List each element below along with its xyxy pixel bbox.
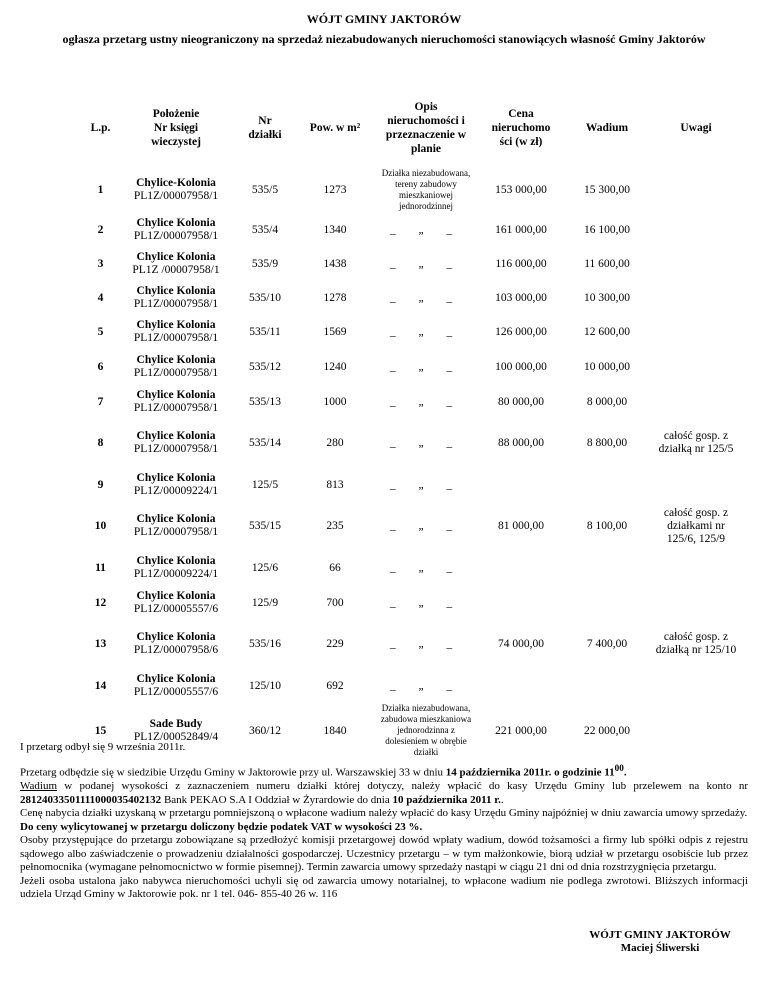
row-remarks bbox=[651, 349, 741, 384]
row-plot-number: 535/13 bbox=[249, 395, 281, 408]
row-place: Chylice Kolonia bbox=[136, 319, 216, 331]
row-plot-number: 535/14 bbox=[249, 437, 281, 449]
row-remarks bbox=[651, 550, 741, 585]
row-lp: 3 bbox=[97, 258, 104, 270]
deposit-deadline: 10 października 2011 r. bbox=[392, 793, 501, 806]
col-cena-line: ści (w zł) bbox=[499, 136, 543, 148]
row-location bbox=[119, 247, 233, 281]
row-lp: 9 bbox=[97, 478, 104, 491]
col-lp: L.p. bbox=[90, 122, 111, 134]
row-deposit: 10 300,00 bbox=[584, 292, 630, 304]
row-lp: 7 bbox=[97, 395, 104, 408]
row-description: Działka niezabudowana, tereny zabudowy mieszkaniowej jednorodzinnej bbox=[381, 168, 471, 211]
row-remarks bbox=[651, 467, 741, 502]
row-area: 1240 bbox=[323, 360, 347, 373]
row-price bbox=[479, 467, 563, 502]
row-deposit: 10 000,00 bbox=[584, 360, 630, 373]
col-opis-line: Opis bbox=[414, 101, 438, 113]
row-plot-number: 125/9 bbox=[251, 596, 279, 609]
row-location bbox=[119, 550, 233, 585]
row-land-register: PL1Z/00052849/4 bbox=[133, 730, 219, 743]
row-land-register: PL1Z/00007958/6 bbox=[133, 644, 219, 656]
row-area: 229 bbox=[326, 638, 344, 650]
table-header-row bbox=[70, 88, 741, 168]
info-paragraph-contact: Jeżeli osoba ustalona jako nabywca nieruchomości uchyli się od zawarcia umowy notarialnej, to wpłacone wadium nie podlega zwrotowi. Bliższych informacji udziela Urząd Gminy w Jaktorowie pok. nr 1 tel. 046- 855-40 26 w. 116 bbox=[20, 874, 748, 901]
row-location bbox=[119, 384, 233, 419]
row-deposit bbox=[563, 467, 651, 502]
table-row bbox=[70, 315, 741, 349]
row-price: 80 000,00 bbox=[498, 395, 544, 408]
row-deposit bbox=[563, 668, 651, 703]
row-price: 221 000,00 bbox=[495, 724, 547, 737]
row-place: Sade Budy bbox=[149, 717, 203, 730]
row-location bbox=[119, 168, 233, 212]
row-description: _ „ _ bbox=[389, 520, 463, 532]
col-description bbox=[373, 88, 479, 168]
row-land-register: PL1Z /00007958/1 bbox=[132, 264, 220, 276]
row-location bbox=[119, 281, 233, 315]
auction-date: 14 października 2011r. o godzinie 11 bbox=[445, 766, 615, 779]
row-land-register: PL1Z/00005557/6 bbox=[133, 685, 219, 698]
row-area: 813 bbox=[326, 478, 344, 491]
info-text: . bbox=[500, 793, 504, 806]
document-subtitle: ogłasza przetarg ustny nieograniczony na sprzedaż niezabudowanych nieruchomości stanowiących własność Gminy Jaktorów bbox=[62, 32, 706, 46]
row-plot-number: 535/11 bbox=[249, 326, 281, 338]
row-location bbox=[119, 467, 233, 502]
row-location bbox=[119, 212, 233, 247]
row-location bbox=[119, 349, 233, 384]
table-row bbox=[70, 212, 741, 247]
table-row bbox=[70, 585, 741, 620]
row-lp: 11 bbox=[95, 561, 106, 574]
col-deposit: Wadium bbox=[585, 122, 629, 134]
row-description: _ „ _ bbox=[389, 395, 463, 408]
row-land-register: PL1Z/00007958/1 bbox=[133, 526, 219, 538]
row-remarks: całość gosp. z działką nr 125/10 bbox=[655, 631, 737, 656]
row-area: 235 bbox=[326, 520, 344, 532]
row-remarks bbox=[651, 281, 741, 315]
row-place: Chylice Kolonia bbox=[136, 388, 216, 401]
plots-table bbox=[70, 88, 741, 758]
table-row bbox=[70, 620, 741, 668]
col-plot-number bbox=[233, 88, 297, 168]
table-row bbox=[70, 502, 741, 550]
row-place: Chylice Kolonia bbox=[136, 353, 216, 366]
col-price bbox=[479, 88, 563, 168]
row-remarks: całość gosp. z działką nr 125/5 bbox=[658, 430, 734, 455]
row-area: 1840 bbox=[323, 724, 347, 737]
table-row bbox=[70, 550, 741, 585]
col-location-line: Położenie bbox=[152, 108, 200, 120]
row-lp: 5 bbox=[97, 326, 104, 338]
row-description: _ „ _ bbox=[389, 561, 463, 574]
row-description: _ „ _ bbox=[389, 478, 463, 491]
row-deposit: 16 100,00 bbox=[584, 223, 630, 236]
row-place: Chylice Kolonia bbox=[136, 471, 216, 484]
col-cena-line: nieruchomo bbox=[491, 122, 551, 134]
row-plot-number: 125/5 bbox=[251, 478, 279, 491]
row-deposit: 8 800,00 bbox=[586, 437, 628, 449]
row-price bbox=[479, 585, 563, 620]
info-paragraph-participants: Osoby przystępujące do przetargu zobowiązane są przedłożyć komisji przetargowej dowód wpłaty wadium, dowód tożsamości a firmy lub spółki odpis z rejestru sądowego albo zaświadczenie o prowadzeniu działalności gospodarczej. Uczestnicy przetargu – w tym małżonkowie, biorą udział w przetargu osobiście lub przez pełnomocnika (wymagane pełnomocnictwo w formie pisemnej). Termin zawarcia umowy sprzedaży nastąpi w ciągu 21 dni od dnia rozstrzygnięcia przetargu. bbox=[20, 834, 748, 874]
row-lp: 10 bbox=[94, 520, 107, 532]
table-row bbox=[70, 349, 741, 384]
row-description: _ „ _ bbox=[389, 223, 463, 236]
row-land-register: PL1Z/00007958/1 bbox=[133, 366, 219, 379]
row-land-register: PL1Z/00007958/1 bbox=[133, 190, 219, 202]
row-land-register: PL1Z/00007958/1 bbox=[133, 332, 219, 344]
row-deposit: 15 300,00 bbox=[584, 184, 630, 196]
row-plot-number: 535/9 bbox=[251, 258, 279, 270]
row-lp: 13 bbox=[94, 638, 107, 650]
deposit-word: Wadium bbox=[20, 780, 57, 793]
row-remarks bbox=[651, 168, 741, 212]
row-land-register: PL1Z/00009224/1 bbox=[133, 484, 219, 497]
row-price bbox=[479, 550, 563, 585]
row-area: 700 bbox=[326, 596, 344, 609]
row-plot-number: 535/5 bbox=[251, 184, 279, 196]
row-land-register: PL1Z/00007958/1 bbox=[133, 298, 219, 310]
info-paragraph-deposit bbox=[20, 780, 748, 807]
row-price: 81 000,00 bbox=[498, 520, 544, 532]
col-area: Pow. w m² bbox=[309, 122, 361, 134]
row-remarks: całość gosp. z działkami nr 125/6, 125/9 bbox=[663, 506, 729, 545]
row-land-register: PL1Z/00009224/1 bbox=[133, 567, 219, 580]
previous-auction-note: I przetarg odbył się 9 września 2011r. bbox=[20, 741, 186, 753]
col-opis-line: przeznaczenie w bbox=[385, 129, 467, 141]
row-place: Chylice Kolonia bbox=[136, 285, 216, 297]
bank-account-number: 28124033501111000035402132 bbox=[20, 793, 162, 806]
row-plot-number: 535/4 bbox=[251, 223, 279, 236]
row-lp: 14 bbox=[94, 679, 107, 692]
table-row bbox=[70, 467, 741, 502]
row-area: 692 bbox=[326, 679, 344, 692]
row-plot-number: 535/16 bbox=[249, 638, 281, 650]
signature-title: WÓJT GMINY JAKTORÓW bbox=[589, 929, 731, 941]
row-area: 1438 bbox=[323, 258, 347, 270]
info-paragraph-vat bbox=[20, 821, 748, 835]
row-description: Działka niezabudowana, zabudowa mieszkaniowa jednorodzinna z dolesieniem w obrębie działki bbox=[380, 703, 472, 757]
auction-time-sup: 00 bbox=[614, 763, 624, 773]
row-description: _ „ _ bbox=[389, 360, 463, 373]
row-description: _ „ _ bbox=[389, 437, 463, 449]
col-location bbox=[119, 88, 233, 168]
row-description: _ „ _ bbox=[389, 326, 463, 338]
row-remarks bbox=[651, 384, 741, 419]
row-lp: 4 bbox=[97, 292, 104, 304]
row-plot-number: 360/12 bbox=[249, 724, 281, 737]
info-text: . bbox=[623, 766, 627, 779]
row-place: Chylice Kolonia bbox=[136, 672, 216, 685]
col-opis-line: nieruchomości i bbox=[387, 115, 465, 127]
row-price: 100 000,00 bbox=[495, 360, 547, 373]
info-text: Bank PEKAO S.A I Oddział w Żyrardowie do dnia bbox=[161, 793, 393, 806]
row-land-register: PL1Z/00007958/1 bbox=[133, 401, 219, 414]
row-plot-number: 535/12 bbox=[249, 360, 281, 373]
row-remarks bbox=[651, 703, 741, 758]
row-description: _ „ _ bbox=[389, 679, 463, 692]
row-location bbox=[119, 315, 233, 349]
info-text: Przetarg odbędzie się w siedzibie Urzędu Gminy w Jaktorowie przy ul. Warszawskiej 33 w dniu bbox=[20, 766, 446, 779]
row-place: Chylice Kolonia bbox=[136, 513, 216, 525]
document-title: WÓJT GMINY JAKTORÓW bbox=[306, 12, 462, 26]
row-remarks bbox=[651, 247, 741, 281]
row-area: 1340 bbox=[323, 223, 347, 236]
row-description: _ „ _ bbox=[389, 638, 463, 650]
row-plot-number: 535/15 bbox=[249, 520, 281, 532]
row-remarks bbox=[651, 212, 741, 247]
col-nr-line: działki bbox=[248, 129, 282, 141]
col-location-line: Nr księgi bbox=[153, 122, 199, 134]
row-place: Chylice Kolonia bbox=[136, 251, 216, 263]
table-row bbox=[70, 247, 741, 281]
col-remarks: Uwagi bbox=[680, 122, 712, 134]
row-price: 74 000,00 bbox=[498, 638, 544, 650]
row-remarks bbox=[651, 585, 741, 620]
row-price: 88 000,00 bbox=[498, 437, 544, 449]
col-location-line: wieczystej bbox=[151, 136, 201, 148]
row-deposit bbox=[563, 550, 651, 585]
vat-note: Do ceny wylicytowanej w przetargu doliczony będzie podatek VAT w wysokości 23 %. bbox=[20, 820, 423, 833]
row-plot-number: 535/10 bbox=[249, 292, 281, 304]
col-nr-line: Nr bbox=[258, 115, 272, 127]
table-row bbox=[70, 384, 741, 419]
row-remarks bbox=[651, 315, 741, 349]
row-lp: 15 bbox=[94, 724, 107, 737]
row-plot-number: 125/10 bbox=[249, 679, 281, 692]
signature-block bbox=[570, 929, 750, 955]
row-area: 1278 bbox=[323, 292, 347, 304]
row-remarks bbox=[651, 668, 741, 703]
col-opis-line: planie bbox=[410, 143, 442, 155]
document-header bbox=[20, 12, 748, 46]
row-area: 1569 bbox=[323, 326, 347, 338]
row-deposit: 22 000,00 bbox=[584, 724, 630, 737]
row-lp: 8 bbox=[97, 437, 104, 449]
row-price: 161 000,00 bbox=[495, 223, 547, 236]
signature-name: Maciej Śliwerski bbox=[620, 942, 700, 954]
row-place: Chylice-Kolonia bbox=[136, 177, 216, 189]
row-plot-number: 125/6 bbox=[251, 561, 279, 574]
row-lp: 12 bbox=[94, 596, 107, 609]
col-cena-line: Cena bbox=[508, 108, 534, 120]
table-row bbox=[70, 668, 741, 703]
row-land-register: PL1Z/00007958/1 bbox=[133, 443, 219, 455]
table-row bbox=[70, 419, 741, 467]
row-deposit: 8 000,00 bbox=[586, 395, 628, 408]
row-land-register: PL1Z/00005557/6 bbox=[133, 602, 219, 615]
row-price: 116 000,00 bbox=[495, 258, 547, 270]
row-lp: 1 bbox=[97, 184, 104, 196]
row-area: 1000 bbox=[323, 395, 347, 408]
table-row bbox=[70, 281, 741, 315]
row-lp: 6 bbox=[97, 360, 104, 373]
info-paragraph-date bbox=[20, 762, 748, 780]
row-description: _ „ _ bbox=[389, 292, 463, 304]
info-paragraph-payment: Cenę nabycia działki uzyskaną w przetargu pomniejszoną o wpłacone wadium należy wpłacić do kasy Urzędu Gminy najpóźniej w dniu zawarcia umowy sprzedaży. bbox=[20, 807, 748, 820]
row-place: Chylice Kolonia bbox=[136, 216, 216, 229]
row-location bbox=[119, 620, 233, 668]
row-area: 1273 bbox=[323, 184, 347, 196]
row-land-register: PL1Z/00007958/1 bbox=[133, 229, 219, 242]
row-place: Chylice Kolonia bbox=[136, 589, 216, 602]
table-row bbox=[70, 168, 741, 212]
row-location bbox=[119, 502, 233, 550]
row-location bbox=[119, 419, 233, 467]
row-location bbox=[119, 585, 233, 620]
auction-info bbox=[20, 762, 748, 902]
row-deposit: 12 600,00 bbox=[584, 326, 630, 338]
row-place: Chylice Kolonia bbox=[136, 554, 216, 567]
row-place: Chylice Kolonia bbox=[136, 631, 216, 643]
row-deposit: 7 400,00 bbox=[586, 638, 628, 650]
row-deposit: 8 100,00 bbox=[586, 520, 628, 532]
info-text: w podanej wysokości z zaznaczeniem numeru działki której dotyczy, należy wpłacić do kasy Urzędu Gminy lub przelewem na konto nr bbox=[57, 780, 748, 793]
row-area: 280 bbox=[326, 437, 344, 449]
row-price: 103 000,00 bbox=[495, 292, 547, 304]
row-location bbox=[119, 668, 233, 703]
row-price: 153 000,00 bbox=[495, 184, 547, 196]
row-description: _ „ _ bbox=[389, 596, 463, 609]
row-price: 126 000,00 bbox=[495, 326, 547, 338]
row-deposit: 11 600,00 bbox=[584, 258, 630, 270]
row-deposit bbox=[563, 585, 651, 620]
row-place: Chylice Kolonia bbox=[136, 430, 216, 442]
row-price bbox=[479, 668, 563, 703]
row-lp: 2 bbox=[97, 223, 104, 236]
row-area: 66 bbox=[329, 561, 341, 574]
row-description: _ „ _ bbox=[389, 258, 463, 270]
